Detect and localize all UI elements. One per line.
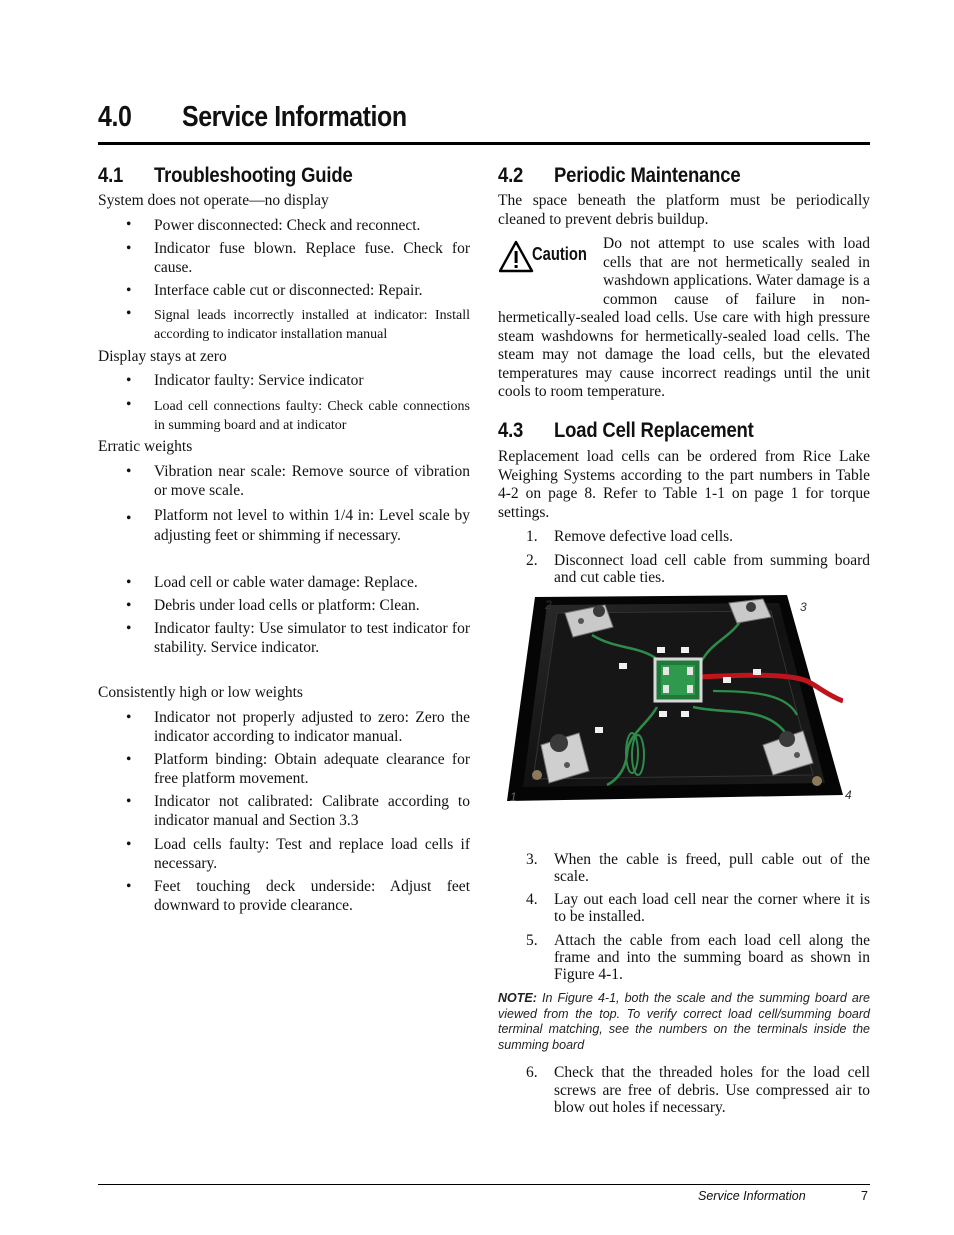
step-text: Attach the cable from each load cell along the frame and into the summing board as shown in Figure 4-1. (554, 932, 870, 983)
maintenance-paragraph: The space beneath the platform must be periodically cleaned to prevent debris buildup. (498, 192, 870, 228)
step-text: Disconnect load cell cable from summing board and cut cable ties. (554, 552, 870, 586)
scale-base-illustration (507, 595, 843, 805)
section-4-2-number: 4.2 (498, 164, 524, 187)
section-4-2-title: Periodic Maintenance (554, 164, 741, 187)
step-number: 6. (526, 1064, 538, 1081)
bullet: • (126, 282, 132, 299)
figure-label-2: 2 (545, 598, 552, 612)
step-number: 3. (526, 851, 538, 868)
bullet: • (126, 620, 132, 637)
list-item: Indicator not properly adjusted to zero: Zero the indicator according to indicator manual. (154, 709, 470, 745)
list-item: Load cell connections faulty: Check cable connections in summing board and at indicator (154, 399, 470, 433)
bullet: • (126, 216, 132, 233)
note (498, 991, 870, 1053)
chapter-number: 4.0 (98, 101, 132, 133)
bullet: • (126, 751, 132, 768)
group-label: Consistently high or low weights (98, 684, 303, 701)
step-text: Lay out each load cell near the corner where it is to be installed. (554, 891, 870, 925)
bullet: • (126, 396, 132, 413)
list-item: Indicator fuse blown. Replace fuse. Check for cause. (154, 240, 470, 276)
step-number: 5. (526, 932, 538, 949)
list-item: Vibration near scale: Remove source of vibration or move scale. (154, 463, 470, 499)
group-label: Display stays at zero (98, 348, 227, 365)
step-text: Check that the threaded holes for the load cell screws are free of debris. Use compressed air to blow out holes if necessary. (554, 1064, 870, 1116)
footer-rule (98, 1184, 870, 1185)
list-item: Load cells faulty: Test and replace load cells if necessary. (154, 836, 470, 872)
list-item: Platform not level to within 1/4 in: Level scale by adjusting feet or shimming if necessary. (154, 507, 470, 544)
figure-label-1: 1 (510, 790, 517, 804)
bullet: • (126, 305, 132, 322)
list-item: Indicator faulty: Service indicator (154, 372, 364, 389)
step-number: 1. (526, 528, 538, 545)
list-item: Platform binding: Obtain adequate clearance for free platform movement. (154, 751, 470, 787)
bullet: • (126, 240, 132, 257)
note-text: In Figure 4-1, both the scale and the summing board are viewed from the top. To verify correct load cell/summing board terminal matching, see the numbers on the terminals inside the summing board (498, 991, 870, 1052)
bullet: • (126, 574, 132, 591)
section-4-3-number: 4.3 (498, 419, 524, 442)
chapter-rule (98, 142, 870, 145)
list-item: Feet touching deck underside: Adjust feet downward to provide clearance. (154, 878, 470, 914)
list-item: Debris under load cells or platform: Clean. (154, 597, 420, 614)
step-number: 4. (526, 891, 538, 908)
list-item: Indicator faulty: Use simulator to test indicator for stability. Service indicator. (154, 620, 470, 656)
list-item: Indicator not calibrated: Calibrate according to indicator manual and Section 3.3 (154, 793, 470, 829)
step-number: 2. (526, 552, 538, 569)
footer-section: Service Information (698, 1189, 806, 1203)
bullet: • (126, 597, 132, 614)
list-item: Power disconnected: Check and reconnect. (154, 217, 421, 234)
bullet: • (126, 372, 132, 389)
caution-text-body: Do not attempt to use scales with load cells that are not hermetically sealed in washdown applications. Water damage is a common cause of failure in non-hermetically-sealed load cells. Use care with high pressure steam washdowns for hermetically-sealed load cells. The steam may not damage the load cells, but the elevated temperatures may cause incorrect readings until the unit cools to room temperature. (498, 235, 870, 400)
bullet: • (126, 793, 132, 810)
bullet: • (126, 463, 132, 480)
caution-label: Caution (532, 244, 587, 264)
note-label: NOTE: (498, 991, 537, 1005)
scale-photo (507, 595, 843, 805)
bullet: • (126, 836, 132, 853)
step-text: Remove defective load cells. (554, 528, 734, 545)
list-item: Signal leads incorrectly installed at indicator: Install according to indicator installation manual (154, 308, 470, 342)
group-label: Erratic weights (98, 438, 193, 455)
page-number: 7 (861, 1189, 868, 1203)
chapter-title: Service Information (182, 101, 407, 133)
list-item: Load cell or cable water damage: Replace. (154, 574, 418, 591)
bullet: • (126, 709, 132, 726)
figure-label-3: 3 (800, 600, 807, 614)
caution-text (498, 235, 870, 402)
group-label: System does not operate—no display (98, 192, 329, 209)
section-4-1-number: 4.1 (98, 164, 124, 187)
list-item: Interface cable cut or disconnected: Repair. (154, 282, 423, 299)
replacement-paragraph: Replacement load cells can be ordered from Rice Lake Weighing Systems according to the part numbers in Table 4-2 on page 8. Refer to Table 1-1 on page 1 for torque settings. (498, 448, 870, 521)
bullet: • (126, 878, 132, 895)
bullet: • (126, 510, 132, 527)
section-4-3-title: Load Cell Replacement (554, 419, 754, 442)
section-4-1-title: Troubleshooting Guide (154, 164, 353, 187)
step-text: When the cable is freed, pull cable out of the scale. (554, 851, 870, 885)
figure-label-4: 4 (845, 788, 852, 802)
